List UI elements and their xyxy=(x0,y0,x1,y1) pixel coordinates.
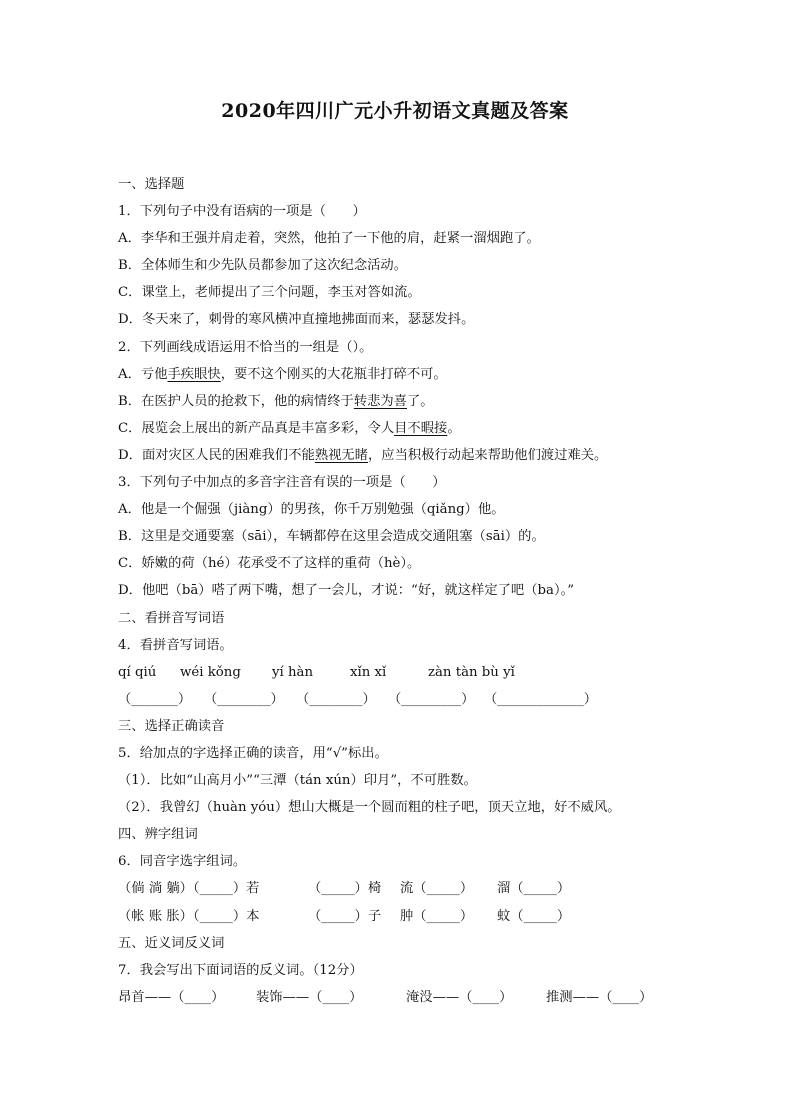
underlined-idiom: 目不暇接 xyxy=(394,420,448,436)
underlined-idiom: 转悲为喜 xyxy=(353,393,408,409)
option-text: C．展览会上展出的新产品真是丰富多彩，令人 xyxy=(118,420,395,436)
answer-blank: （________） xyxy=(204,691,284,707)
question-3-option-d: D．他吧（bā）嗒了两下嘴，想了一会儿，才说：“好，就这样定了吧（ba）。” xyxy=(118,583,575,599)
question-4-stem: 4．看拼音写词语。 xyxy=(118,637,233,653)
word-group-item: 肿（_____） xyxy=(400,908,474,924)
question-7-stem: 7．我会写出下面词语的反义词。（12分） xyxy=(118,962,363,978)
question-1-option-a: A．李华和王强并肩走着，突然，他拍了一下他的肩，赶紧一溜烟跑了。 xyxy=(118,231,540,247)
answer-blank: （_______） xyxy=(118,691,192,707)
answer-blank: （_________） xyxy=(388,691,475,707)
section-heading-2: 二、看拼音写词语 xyxy=(118,610,225,626)
word-group-item: 溜（_____） xyxy=(497,881,571,897)
antonym-item: 推测——（____） xyxy=(546,989,653,1005)
section-heading-3: 三、选择正确读音 xyxy=(118,718,225,734)
question-5-sub-1: （1）．比如“山高月小”“三潭（tán xún）印月”，不可胜数。 xyxy=(118,773,477,789)
pinyin-item: zàn tàn bù yǐ xyxy=(428,664,515,680)
question-3-option-c: C．娇嫩的荷（hé）花承受不了这样的重荷（hè）。 xyxy=(118,556,421,572)
answer-blanks-row xyxy=(118,686,698,713)
question-2-option-a xyxy=(118,361,698,388)
page-title: 2020年四川广元小升初语文真题及答案 xyxy=(221,100,569,122)
section-heading-5: 五、近义词反义词 xyxy=(118,935,225,951)
question-3-option-a: A．他是一个倔强（jiàng）的男孩，你千万别勉强（qiǎng）他。 xyxy=(118,502,505,518)
pinyin-row xyxy=(118,659,698,686)
word-group-item: （帐 账 胀）（_____）本 xyxy=(118,908,260,924)
word-group-item: 流（_____） xyxy=(400,881,474,897)
option-text: B．在医护人员的抢救下，他的病情终于 xyxy=(118,393,354,409)
question-2-option-b xyxy=(118,388,698,415)
question-1-option-b: B．全体师生和少先队员都参加了这次纪念活动。 xyxy=(118,258,408,274)
pinyin-item: xǐn xǐ xyxy=(350,664,387,680)
pinyin-item: yí hàn xyxy=(272,664,314,680)
option-text: D．面对灾区人民的困难我们不能 xyxy=(118,447,315,463)
question-2-option-d xyxy=(118,442,698,469)
underlined-idiom: 手疾眼快 xyxy=(167,366,221,382)
word-group-item: （倘 淌 躺）（_____）若 xyxy=(118,881,260,897)
document-body xyxy=(118,171,698,1011)
option-text: 了。 xyxy=(407,393,434,409)
option-text: ，要不这个刚买的大花瓶非打碎不可。 xyxy=(220,366,447,382)
option-text: ，应当积极行动起来帮助他们渡过难关。 xyxy=(368,447,608,463)
word-group-row xyxy=(118,875,698,902)
word-group-item: （_____）子 xyxy=(308,908,382,924)
answer-blank: （________） xyxy=(296,691,376,707)
underlined-idiom: 熟视无睹 xyxy=(314,447,369,463)
question-2-option-c xyxy=(118,415,698,442)
answer-blank: （_____________） xyxy=(484,691,598,707)
question-1-stem: 1．下列句子中没有语病的一项是（ ） xyxy=(118,204,366,220)
word-group-item: 蚊（_____） xyxy=(497,908,571,924)
question-3-stem: 3．下列句子中加点的多音字注音有误的一项是（ ） xyxy=(118,475,446,491)
antonym-item: 淹没——（____） xyxy=(406,989,513,1005)
option-text: 。 xyxy=(447,420,461,436)
section-heading-1: 一、选择题 xyxy=(118,177,185,192)
section-heading-4: 四、辨字组词 xyxy=(118,827,198,843)
question-5-sub-2: （2）．我曾幻（huàn yóu）想山大概是一个圆而粗的柱子吧，顶天立地，好不威风。 xyxy=(118,800,621,816)
antonym-row xyxy=(118,984,698,1011)
question-1-option-c: C．课堂上，老师提出了三个问题，李玉对答如流。 xyxy=(118,285,421,301)
question-3-option-b: B．这里是交通要塞（sāi），车辆都停在这里会造成交通阻塞（sāi）的。 xyxy=(118,529,545,545)
word-group-row xyxy=(118,903,698,930)
question-2-stem: 2．下列画线成语运用不恰当的一组是（）。 xyxy=(118,339,373,355)
option-text: A．亏他 xyxy=(118,366,168,382)
question-5-stem: 5．给加点的字选择正确的读音，用“√”标出。 xyxy=(118,745,388,761)
question-6-stem: 6．同音字选字组词。 xyxy=(118,854,247,870)
pinyin-item: wéi kǒng xyxy=(180,664,241,680)
pinyin-item: qí qiú xyxy=(118,664,157,680)
antonym-item: 装饰——（____） xyxy=(256,989,363,1005)
antonym-item: 昂首——（____） xyxy=(118,989,225,1005)
question-1-option-d: D．冬天来了，刺骨的寒风横冲直撞地拂面而来，瑟瑟发抖。 xyxy=(118,312,475,328)
word-group-item: （_____）椅 xyxy=(308,881,382,897)
